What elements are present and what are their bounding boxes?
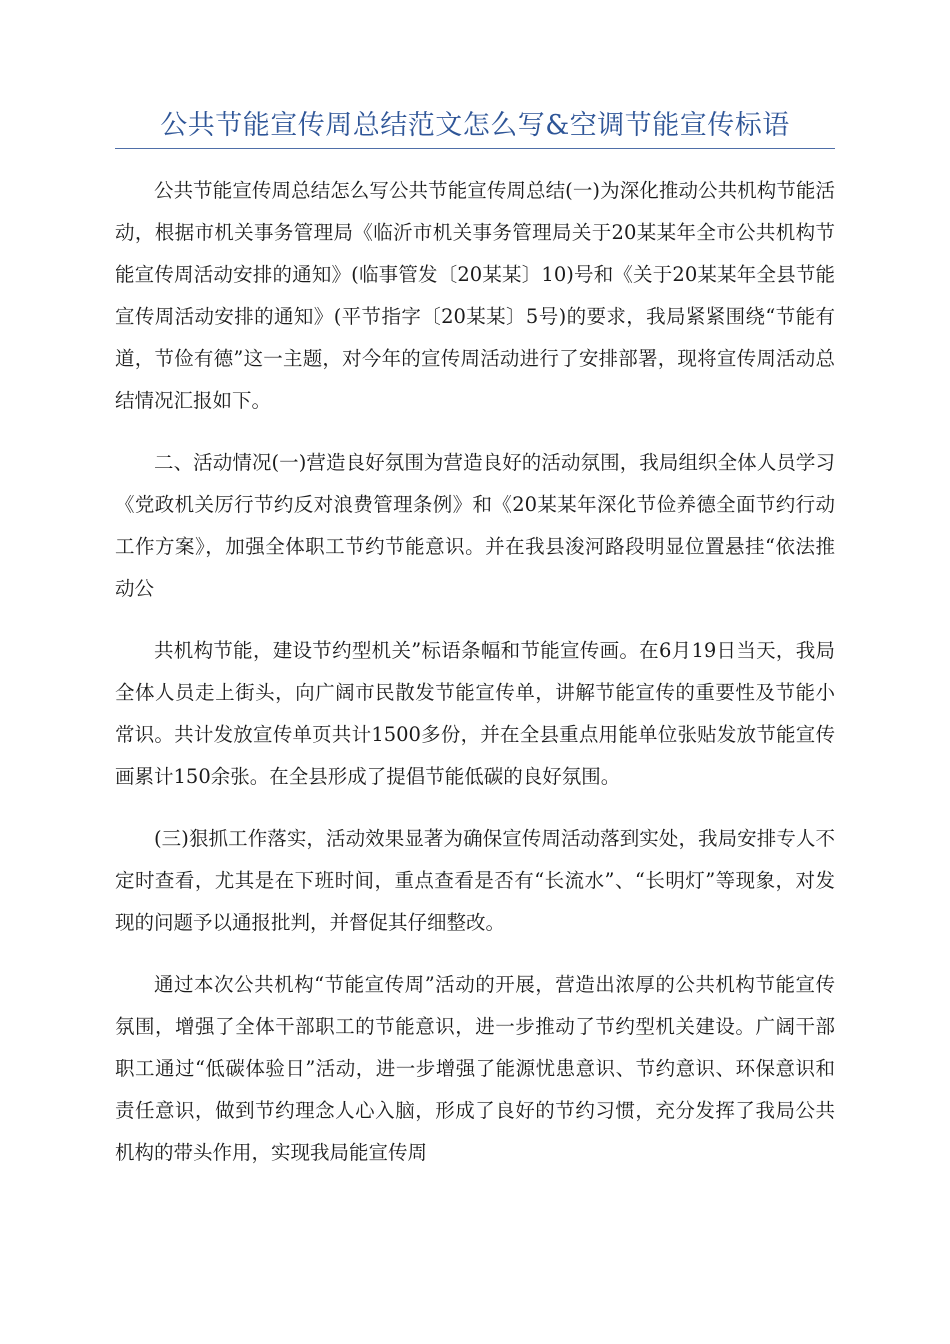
document-body — [115, 170, 835, 1194]
paragraph-2: 二、活动情况(一)营造良好氛围为营造良好的活动氛围，我局组织全体人员学习《党政机关厉行节约反对浪费管理条例》和《20某某年深化节俭养德全面节约行动工作方案》，加强全体职工节约节能意识。并在我县浚河路段明显位置悬挂“依法推动公 — [115, 451, 835, 600]
paragraph-1: 公共节能宣传周总结怎么写公共节能宣传周总结(一)为深化推动公共机构节能活动，根据市机关事务管理局《临沂市机关事务管理局关于20某某年全市公共机构节能宣传周活动安排的通知》(临事管发〔20某某〕10)号和《关于20某某年全县节能宣传周活动安排的通知》(平节指字〔20某某〕5号)的要求，我局紧紧围绕“节能有道，节俭有德”这一主题，对今年的宣传周活动进行了安排部署，现将宣传周活动总结情况汇报如下。 — [115, 179, 835, 412]
document-title: 公共节能宣传周总结范文怎么写&空调节能宣传标语 — [160, 110, 790, 141]
title-block — [115, 108, 835, 149]
paragraph-3: 共机构节能，建设节约型机关”标语条幅和节能宣传画。在6月19日当天，我局全体人员走上街头，向广阔市民散发节能宣传单，讲解节能宣传的重要性及节能小常识。共计发放宣传单页共计1500多份，并在全县重点用能单位张贴发放节能宣传画累计150余张。在全县形成了提倡节能低碳的良好氛围。 — [115, 639, 835, 788]
paragraph-5: 通过本次公共机构“节能宣传周”活动的开展，营造出浓厚的公共机构节能宣传氛围，增强了全体干部职工的节能意识，进一步推动了节约型机关建设。广阔干部职工通过“低碳体验日”活动，进一步增强了能源忧患意识、节约意识、环保意识和责任意识，做到节约理念人心入脑，形成了良好的节约习惯，充分发挥了我局公共机构的带头作用，实现我局能宣传周 — [115, 973, 835, 1164]
paragraph-4: (三)狠抓工作落实，活动效果显著为确保宣传周活动落到实处，我局安排专人不定时查看，尤其是在下班时间，重点查看是否有“长流水”、“长明灯”等现象，对发现的问题予以通报批判，并督促其仔细整改。 — [115, 827, 835, 934]
